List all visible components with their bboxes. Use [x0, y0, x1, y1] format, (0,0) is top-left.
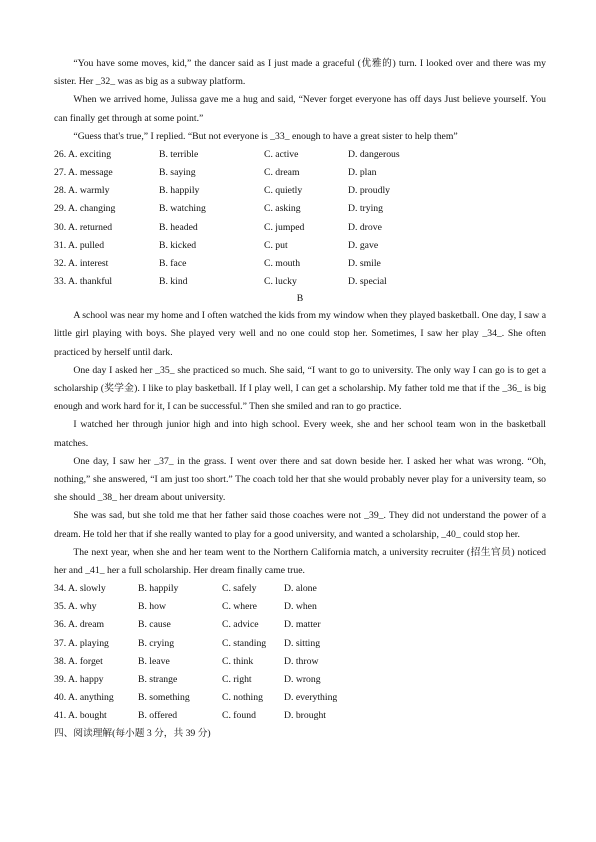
option-c: C. safely: [222, 583, 257, 595]
question-row: [54, 146, 546, 164]
option-a: 32. A. interest: [54, 257, 109, 269]
section-b-label: B: [296, 293, 304, 305]
passage-b-text: [54, 307, 546, 580]
option-d: D. sitting: [284, 637, 321, 649]
question-row: [54, 580, 546, 598]
option-b: B. something: [138, 692, 190, 704]
option-d: D. when: [284, 601, 317, 613]
option-a: 26. A. exciting: [54, 149, 112, 161]
option-d: D. alone: [284, 583, 317, 595]
option-d: D. gave: [348, 239, 379, 251]
option-c: C. nothing: [222, 692, 263, 704]
option-a: 34. A. slowly: [54, 583, 106, 595]
option-c: C. dream: [264, 167, 300, 179]
option-a: 27. A. message: [54, 167, 113, 179]
option-a: 39. A. happy: [54, 673, 104, 685]
question-row: [54, 164, 546, 182]
option-c: C. standing: [222, 637, 267, 649]
option-b: B. how: [138, 601, 166, 613]
option-d: D. dangerous: [348, 149, 400, 161]
paragraph: One day, I saw her _37_ in the grass. I went over there and sat down beside her. I asked her what was wrong. “Oh, nothing,” she answered, “I am just too short.” The coach told her that she would probably never play for a university team, so she should _38_ her dream about university.: [54, 455, 546, 504]
option-d: D. brought: [284, 710, 326, 722]
option-d: D. trying: [348, 203, 383, 215]
option-c: C. quietly: [264, 185, 303, 197]
option-a: 37. A. playing: [54, 637, 109, 649]
option-d: D. drove: [348, 221, 382, 233]
paragraph: A school was near my home and I often watched the kids from my window when they played basketball. One day, I saw a little girl playing with boys. She played very well and no one could stop her. Sometimes, I saw her play _34_. She often practiced by herself until dark.: [54, 310, 546, 358]
option-d: D. throw: [284, 655, 319, 667]
option-b: B. headed: [159, 221, 198, 233]
section-four-heading: 四、阅读理解(每小题 3 分，共 39 分): [54, 728, 211, 740]
option-b: B. kicked: [159, 239, 197, 251]
question-row: [54, 689, 546, 707]
option-b: B. terrible: [159, 149, 199, 161]
option-d: D. wrong: [284, 673, 321, 685]
option-a: 33. A. thankful: [54, 276, 113, 287]
option-c: C. right: [222, 673, 252, 685]
option-b: B. happily: [138, 583, 179, 595]
option-c: C. active: [264, 149, 299, 161]
option-b: B. cause: [138, 619, 171, 631]
option-b: B. crying: [138, 637, 175, 649]
question-row: [54, 219, 546, 237]
option-a: 40. A. anything: [54, 692, 114, 704]
option-d: D. special: [348, 276, 387, 287]
passage-a-text: [54, 55, 546, 146]
option-b: B. watching: [159, 203, 206, 215]
option-b: B. happily: [159, 185, 200, 197]
options-list-a: [54, 146, 546, 291]
option-b: B. offered: [138, 710, 178, 722]
question-row: [54, 200, 546, 218]
paragraph: When we arrived home, Julissa gave me a hug and said, “Never forget everyone has off days Just believe yourself. You can finally get through at some point.”: [54, 94, 546, 124]
paragraph: She was sad, but she told me that her father said those coaches were not _39_. They did not understand the power of a dream. He told her that if she really wanted to play for a good university, and wanted a scholarship, _40_ could stop her.: [54, 510, 546, 540]
option-c: C. think: [222, 655, 254, 667]
option-b: B. face: [159, 257, 187, 269]
option-a: 35. A. why: [54, 601, 97, 613]
paragraph: I watched her through junior high and into high school. Every week, she and her school team won in the basketball matches.: [54, 419, 546, 449]
option-b: B. saying: [159, 167, 196, 179]
option-a: 29. A. changing: [54, 203, 116, 215]
paragraph: The next year, when she and her team went to the Northern California match, a university recruiter (招生官员) noticed her and _41_ her a full scholarship. Her dream finally came true.: [54, 546, 546, 576]
question-row: [54, 653, 546, 671]
option-a: 28. A. warmly: [54, 185, 110, 197]
option-c: C. mouth: [264, 257, 301, 269]
option-c: C. where: [222, 601, 257, 613]
option-c: C. put: [264, 239, 288, 251]
option-b: B. strange: [138, 673, 178, 685]
option-c: C. asking: [264, 203, 301, 215]
question-row: [54, 273, 546, 291]
option-d: D. smile: [348, 257, 381, 269]
question-row: [54, 598, 546, 616]
option-c: C. lucky: [264, 276, 297, 287]
question-row: [54, 182, 546, 200]
option-c: C. found: [222, 710, 256, 722]
option-c: C. jumped: [264, 221, 305, 233]
question-row: [54, 671, 546, 689]
option-a: 31. A. pulled: [54, 239, 105, 251]
options-list-b: [54, 580, 546, 725]
option-d: D. matter: [284, 619, 321, 631]
option-c: C. advice: [222, 619, 259, 631]
question-row: [54, 707, 546, 725]
option-b: B. leave: [138, 655, 170, 667]
option-a: 38. A. forget: [54, 655, 103, 667]
option-a: 41. A. bought: [54, 710, 107, 722]
paragraph: One day I asked her _35_ she practiced so much. She said, “I want to go to university. The only way I can go is to get a scholarship (奖学金). I like to play basketball. If I play well, I can get a scholarship. My father told me that if the _36_ is big enough and work hard for it, I can be successful.” Then she smiled and ran to go practice.: [54, 364, 546, 413]
paragraph: “You have some moves, kid,” the dancer said as I just made a graceful (优雅的) turn. I looked over and there was my sister. Her _32_ was as big as a subway platform.: [54, 58, 546, 88]
option-a: 30. A. returned: [54, 221, 113, 233]
paragraph: “Guess that's true,” I replied. “But not everyone is _33_ enough to have a great sister to help them”: [73, 130, 458, 142]
option-d: D. proudly: [348, 185, 390, 197]
question-row: [54, 635, 546, 653]
option-a: 36. A. dream: [54, 619, 105, 631]
question-row: [54, 616, 546, 634]
question-row: [54, 255, 546, 273]
option-d: D. plan: [348, 167, 377, 179]
option-d: D. everything: [284, 692, 338, 704]
question-row: [54, 237, 546, 255]
document-page: [54, 55, 546, 743]
option-b: B. kind: [159, 276, 188, 287]
